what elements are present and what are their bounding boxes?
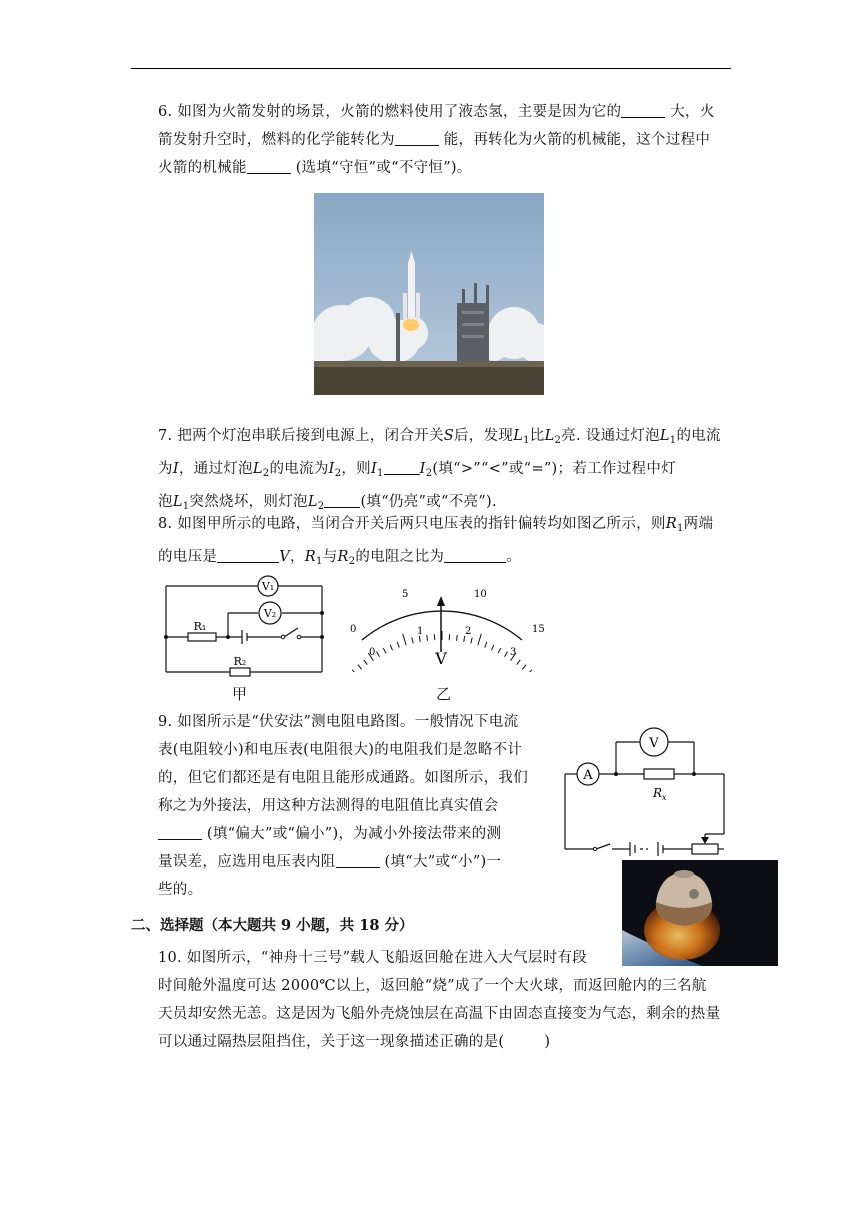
answer-blank[interactable] — [217, 546, 279, 563]
q7-text: 的电流 — [676, 428, 721, 444]
answer-blank[interactable] — [336, 851, 380, 868]
voltmeter-dial — [338, 582, 558, 672]
subscript: 2 — [334, 468, 342, 479]
q6-text: 箭发射升空时，燃料的化学能转化为 — [158, 132, 395, 148]
voltmeter-v2-label: V₂ — [263, 607, 277, 620]
voltammeter-circuit — [560, 722, 740, 860]
q9-text: 些的。 — [158, 882, 203, 898]
subscript: 2 — [554, 435, 562, 446]
question-7 — [158, 422, 721, 521]
voltmeter-label: V — [649, 736, 659, 751]
q9-text: 量误差，应选用电压表内阻 — [158, 854, 336, 870]
subscript: 2 — [317, 501, 325, 512]
dial-tick — [403, 634, 406, 645]
q6-text: 能，再转化为火箭的机械能，这个过程中 — [438, 132, 711, 148]
q7-text: 为 — [158, 461, 173, 477]
answer-blank[interactable] — [444, 546, 506, 563]
subscript: 1 — [669, 435, 677, 446]
answer-blank[interactable] — [324, 491, 360, 508]
section-heading-choice: 二、选择题（本大题共 9 小题，共 18 分） — [131, 917, 414, 934]
figure-caption-jia: 甲 — [232, 685, 248, 703]
subscript: 2 — [262, 468, 270, 479]
q9-text: (填“大”或“小”)一 — [379, 854, 502, 870]
answer-blank[interactable] — [384, 458, 420, 475]
outer-tick-0: 0 — [350, 624, 357, 635]
q10-text: 可以通过隔热层阻挡住，关于这一现象描述正确的是( — [158, 1034, 505, 1050]
q7-text: 突然烧坏，则灯泡 — [189, 494, 308, 510]
var-S: S — [443, 428, 454, 444]
figure-caption-yi: 乙 — [436, 685, 452, 703]
var-L: L — [659, 428, 670, 444]
dial-tick — [498, 648, 501, 653]
var-R: R — [337, 549, 349, 565]
question-8 — [158, 510, 713, 576]
q10-text: 时间舱外温度可达 2000℃以上，返回舱“烧”成了一个大火球，而返回舱内的三名航 — [158, 978, 707, 994]
q8-text: ， — [289, 549, 305, 565]
dial-tick — [364, 660, 368, 665]
var-L: L — [513, 428, 524, 444]
dial-tick — [358, 665, 362, 670]
q6-text: 火箭的机械能 — [158, 160, 247, 176]
var-L: L — [252, 461, 263, 477]
question-10 — [158, 944, 720, 1056]
subscript: 1 — [523, 435, 530, 446]
var-I: I — [370, 461, 377, 477]
answer-blank[interactable] — [395, 129, 439, 146]
answer-blank[interactable] — [158, 823, 202, 840]
answer-blank[interactable] — [621, 101, 665, 118]
dial-tick — [505, 652, 508, 657]
q10-text: ) — [544, 1034, 551, 1050]
q7-text: (填“仍亮”或“不亮”). — [360, 494, 497, 510]
dial-tick — [517, 660, 521, 665]
ammeter-label: A — [583, 768, 593, 783]
question-6 — [158, 98, 715, 182]
var-L: L — [172, 494, 183, 510]
circuit-diagram-jia — [160, 570, 330, 680]
var-L: L — [307, 494, 318, 510]
q7-text: 比 — [529, 428, 545, 444]
subscript: 2 — [425, 468, 433, 479]
q7-text: 7. 把两个灯泡串联后接到电源上，闭合开关 — [158, 428, 444, 444]
q6-text: 6. 如图为火箭发射的场景，火箭的燃料使用了液态氢，主要是因为它的 — [158, 104, 622, 120]
inner-tick-0: 0 — [369, 647, 376, 658]
q8-text: 。 — [506, 549, 522, 565]
subscript: 1 — [316, 556, 323, 567]
inner-tick-2: 2 — [465, 626, 472, 637]
unit-V: V — [279, 549, 290, 565]
q7-text: 泡 — [158, 494, 173, 510]
inner-tick-1: 1 — [417, 626, 424, 637]
question-9 — [158, 708, 528, 904]
q9-text: 9. 如图所示是“伏安法”测电阻电路图。一般情况下电流 — [158, 714, 519, 730]
inner-tick-3: 3 — [510, 647, 517, 658]
dial-tick — [492, 645, 494, 651]
dial-tick — [377, 652, 380, 657]
voltmeter-v1-label: V₁ — [261, 580, 275, 593]
q8-text: 的电阻之比为 — [355, 549, 445, 565]
dial-tick — [485, 642, 487, 648]
dial-tick — [397, 642, 399, 648]
var-R: R — [304, 549, 317, 565]
q10-text: 10. 如图所示，“神舟十三号”载人飞船返回舱在进入大气层时有段 — [158, 950, 588, 966]
q10-text: 天员却安然无恙。这是因为飞船外壳烧蚀层在高温下由固态直接变为气态，剩余的热量 — [158, 1006, 721, 1022]
var-I: I — [172, 461, 179, 477]
var-I: I — [419, 461, 426, 477]
meter-unit-label: V — [435, 649, 447, 668]
dial-tick — [412, 638, 413, 644]
q8-text: 8. 如图甲所示的电路，当闭合开关后两只电压表的指针偏转均如图乙所示，则 — [158, 516, 666, 532]
q9-text: (填“偏大”或“偏小”)，为减小外接法带来的测 — [202, 826, 502, 842]
outer-tick-15: 15 — [532, 624, 545, 635]
dial-tick — [427, 635, 428, 641]
var-I: I — [328, 461, 335, 477]
dial-tick — [478, 634, 481, 645]
resistor-r2-label: R₂ — [233, 655, 247, 668]
header-rule — [131, 68, 731, 69]
dial-tick — [352, 670, 356, 672]
answer-blank[interactable] — [247, 157, 291, 174]
q7-text: ，通过灯泡 — [178, 461, 253, 477]
q7-text: 的电流为 — [269, 461, 329, 477]
var-L: L — [544, 428, 555, 444]
var-R: R — [665, 516, 677, 532]
q9-text: 称之为外接法，用这种方法测得的电阻值比真实值会 — [158, 798, 499, 814]
outer-tick-5: 5 — [402, 589, 409, 600]
q6-text: (选填“守恒”或“不守恒”)。 — [290, 160, 472, 176]
q8-text: 的电压是 — [158, 549, 218, 565]
resistor-rx-label: $R_x$ — [653, 786, 667, 802]
q7-text: 后，发现 — [453, 428, 514, 444]
q7-text: ，则 — [341, 461, 371, 477]
q6-text: 大，火 — [665, 104, 715, 120]
q8-text: 两端 — [683, 516, 714, 532]
dial-tick — [471, 638, 472, 644]
q7-text: (填“>”“<”或“=”)；若工作过程中灯 — [432, 461, 676, 477]
q8-text: 与 — [322, 549, 338, 565]
outer-tick-10: 10 — [474, 589, 487, 600]
subscript: 1 — [377, 468, 384, 479]
subscript: 2 — [348, 556, 356, 567]
subscript: 1 — [182, 501, 190, 512]
dial-tick — [522, 665, 526, 670]
q9-text: 的，但它们都还是有电阻且能形成通路。如图所示，我们 — [158, 770, 528, 786]
rocket-launch-photo — [314, 193, 544, 395]
resistor-r1-label: R₁ — [193, 620, 207, 633]
dial-tick — [390, 645, 392, 651]
dial-tick — [457, 635, 458, 641]
q7-text: 亮. 设通过灯泡 — [561, 428, 660, 444]
subscript: 1 — [676, 523, 684, 534]
dial-tick — [528, 670, 532, 672]
dial-tick — [383, 648, 386, 653]
q9-text: 表(电阻较小)和电压表(电阻很大)的电阻我们是忽略不计 — [158, 742, 523, 758]
